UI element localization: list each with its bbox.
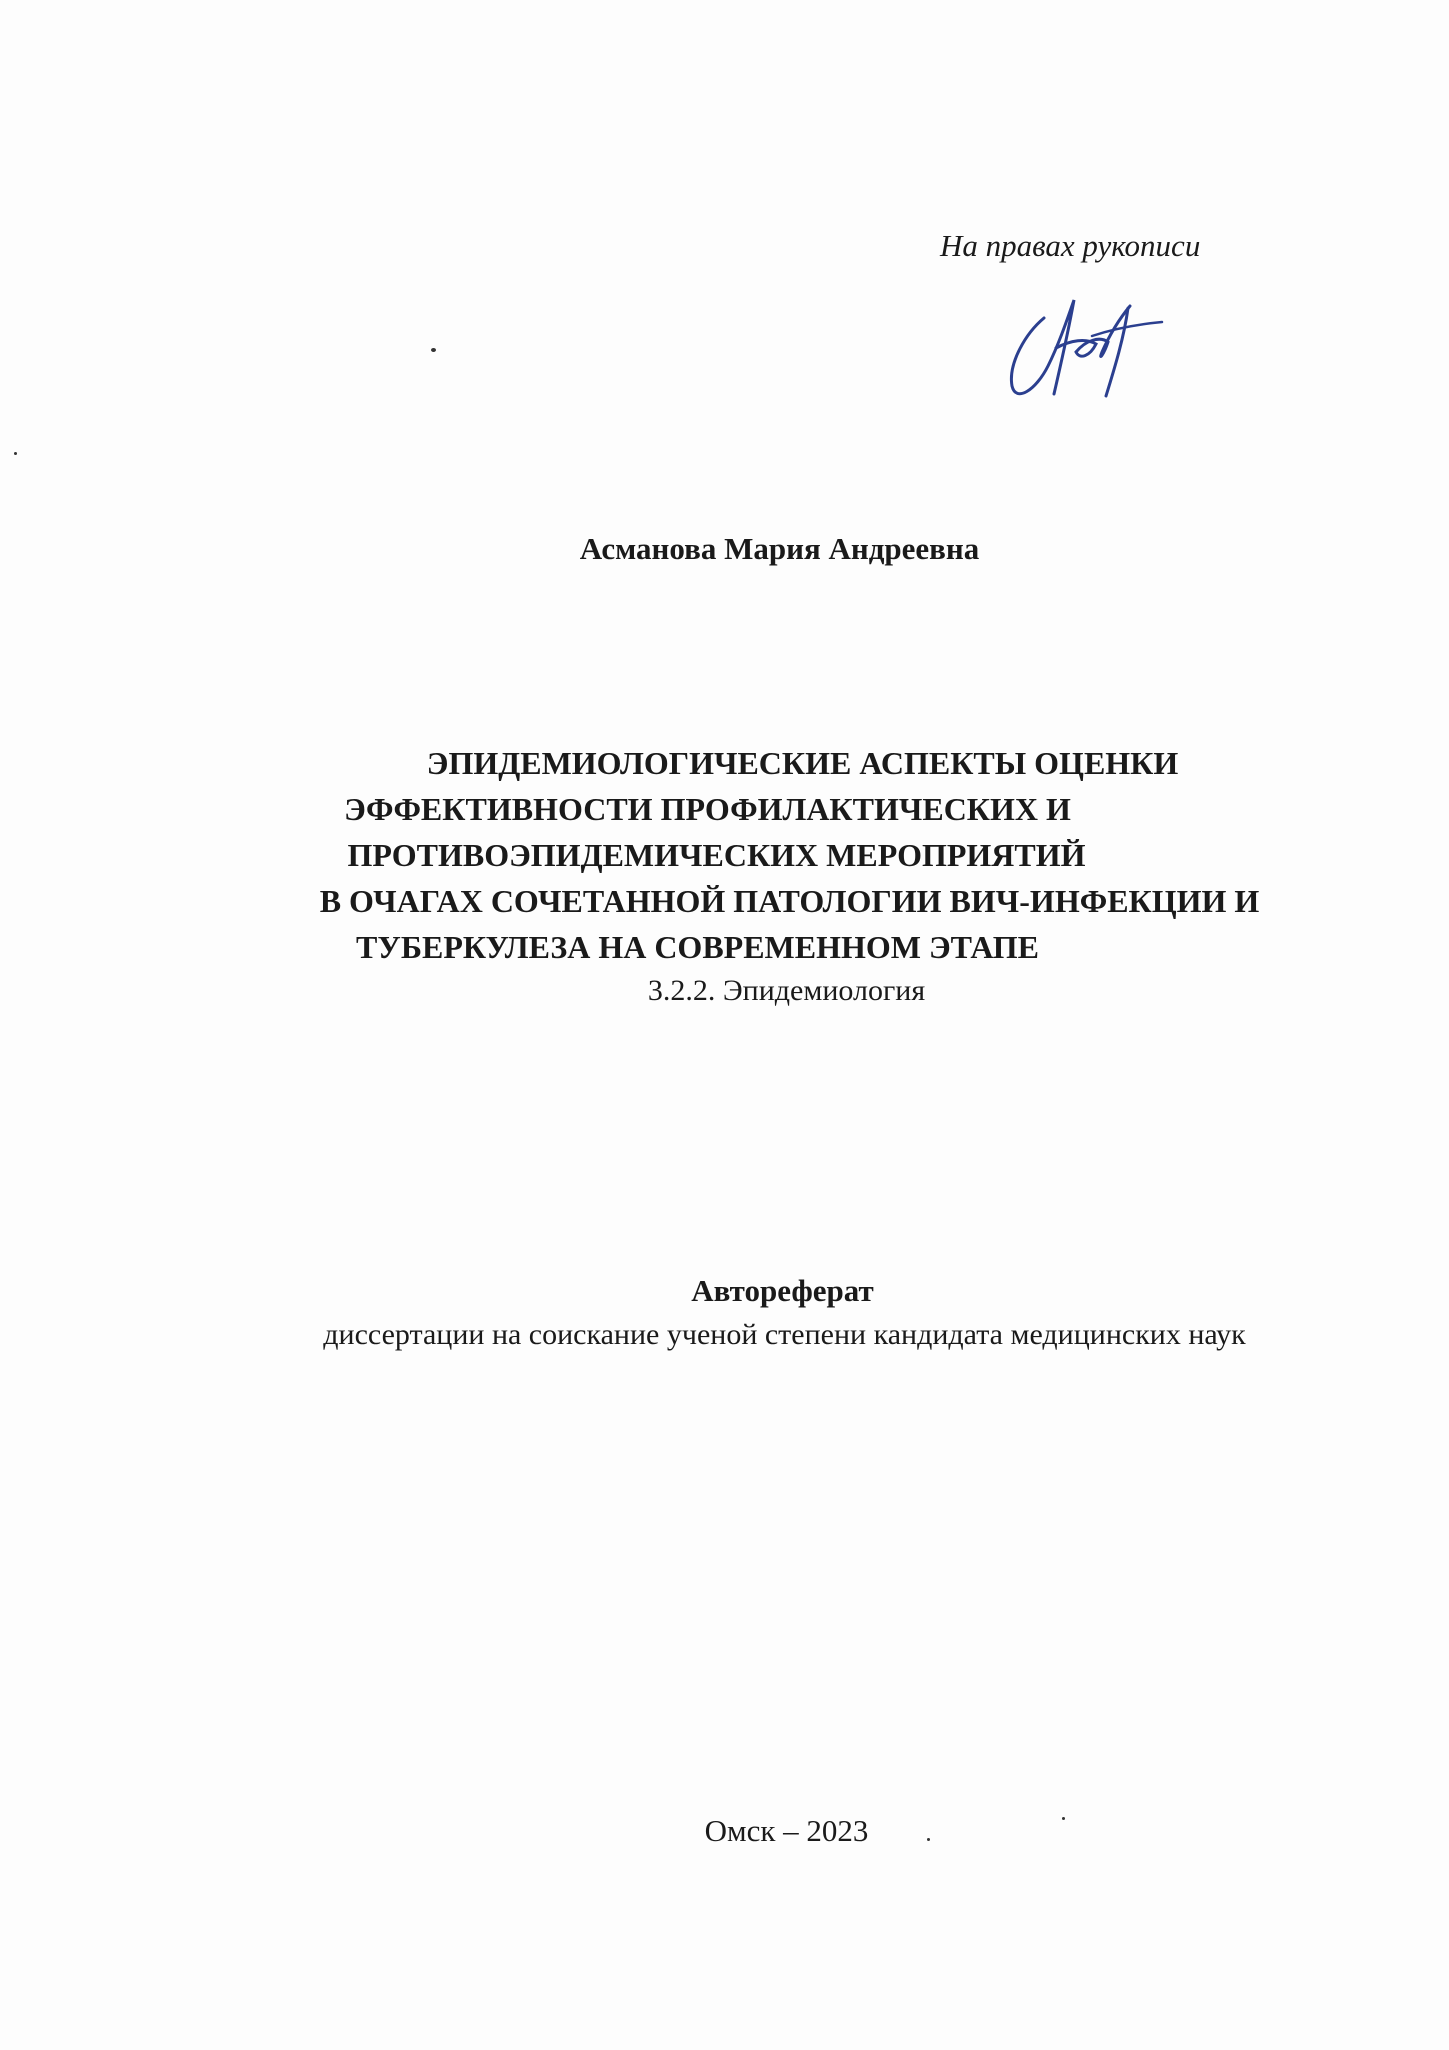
scan-speck: [1062, 1817, 1065, 1820]
author-name: Асманова Мария Андреевна: [579, 531, 980, 566]
title-line: ПРОТИВОЭПИДЕМИЧЕСКИХ МЕРОПРИЯТИЙ: [347, 837, 1086, 873]
manuscript-rights-stamp: На правах рукописи: [940, 228, 1201, 263]
abstract-subtitle: диссертации на соискание ученой степени кандидата медицинских наук: [323, 1318, 1246, 1351]
title-line: ТУБЕРКУЛЕЗА НА СОВРЕМЕННОМ ЭТАПЕ: [356, 929, 1039, 965]
title-line: ЭФФЕКТИВНОСТИ ПРОФИЛАКТИЧЕСКИХ И: [344, 791, 1071, 827]
specialty-code: 3.2.2. Эпидемиология: [647, 974, 926, 1007]
abstract-heading-block: [0, 1269, 1449, 1357]
title-line: ЭПИДЕМИОЛОГИЧЕСКИЕ АСПЕКТЫ ОЦЕНКИ: [426, 745, 1179, 781]
scan-speck: [927, 1838, 930, 1841]
abstract-title: Автореферат: [691, 1273, 874, 1308]
scan-speck: [14, 452, 17, 455]
scan-speck: [431, 348, 436, 352]
dissertation-title: [0, 740, 1449, 1012]
handwritten-signature: [996, 278, 1166, 408]
title-line: В ОЧАГАХ СОЧЕТАННОЙ ПАТОЛОГИИ ВИЧ-ИНФЕКЦИИ И: [319, 883, 1260, 919]
city-year: Омск – 2023: [704, 1813, 869, 1848]
